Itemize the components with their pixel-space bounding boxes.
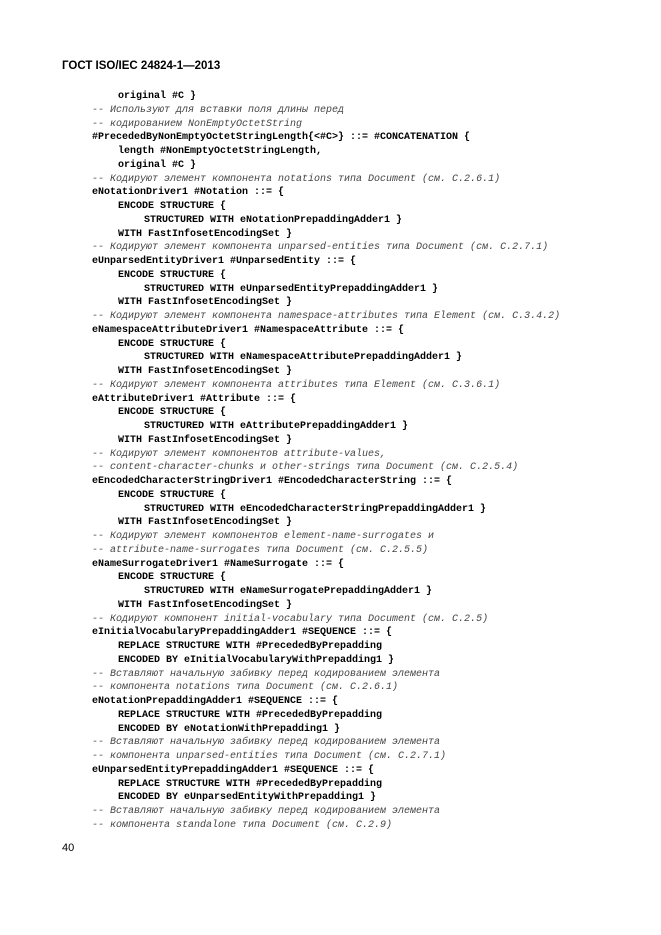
comment-line: -- Кодируют элемент компонента namespace-attributes типа Element (см. C.3.4.2) — [92, 311, 561, 322]
code-line: STRUCTURED WITH eNotationPrepaddingAdder1 } — [144, 214, 403, 226]
code-line: WITH FastInfosetEncodingSet } — [118, 228, 293, 240]
code-line: #PrecededByNonEmptyOctetStringLength{<#C>} ::= #CONCATENATION { — [92, 132, 471, 144]
comment-line: -- attribute-name-surrogates типа Document (см. C.2.5.5) — [92, 544, 429, 556]
comment-line: -- Кодируют элемент компонента attributes типа Element (см. C.3.6.1) — [92, 379, 501, 391]
comment-line: -- Кодируют компонент initial-vocabulary типа Document (см. C.2.5) — [92, 613, 489, 625]
code-line: eNotationDriver1 #Notation ::= { — [92, 187, 285, 199]
code-listing — [92, 90, 560, 833]
code-line: ENCODED BY eUnparsedEntityWithPrepadding1 } — [118, 792, 377, 804]
code-line: STRUCTURED WITH eAttributePrepaddingAdder1 } — [144, 421, 409, 432]
comment-line: -- Используют для вставки поля длины перед — [92, 104, 345, 116]
code-line: WITH FastInfosetEncodingSet } — [118, 366, 293, 377]
code-line: ENCODE STRUCTURE { — [118, 489, 227, 501]
comment-line: -- content-character-chunks и other-strings типа Document (см. C.2.5.4) — [92, 462, 519, 474]
code-line: WITH FastInfosetEncodingSet } — [118, 599, 293, 611]
code-line: STRUCTURED WITH eNamespaceAttributePrepaddingAdder1 } — [144, 352, 463, 364]
code-line: ENCODE STRUCTURE { — [118, 572, 227, 584]
code-line: original #C } — [118, 159, 197, 171]
comment-line: -- Вставляют начальную забивку перед кодированием элемента — [92, 668, 441, 680]
code-line: eNameSurrogateDriver1 #NameSurrogate ::= { — [92, 558, 345, 570]
code-line: WITH FastInfosetEncodingSet } — [118, 434, 293, 446]
code-line: ENCODE STRUCTURE { — [118, 269, 227, 281]
code-line: ENCODED BY eNotationWithPrepadding1 } — [118, 723, 341, 735]
comment-line: -- компонента unparsed-entities типа Document (см. C.2.7.1) — [92, 751, 447, 762]
code-line: WITH FastInfosetEncodingSet } — [118, 517, 293, 529]
comment-line: -- Вставляют начальную забивку перед кодированием элемента — [92, 737, 441, 749]
code-line: REPLACE STRUCTURE WITH #PrecededByPrepadding — [118, 709, 383, 721]
code-line: ENCODE STRUCTURE { — [118, 338, 227, 350]
code-line: ENCODE STRUCTURE { — [118, 201, 227, 212]
code-line: eNotationPrepaddingAdder1 #SEQUENCE ::= { — [92, 696, 339, 707]
code-line: length #NonEmptyOctetStringLength, — [118, 146, 323, 157]
code-line: REPLACE STRUCTURE WITH #PrecededByPrepadding — [118, 778, 383, 790]
comment-line: -- Кодируют элемент компонента unparsed-entities типа Document (см. C.2.7.1) — [92, 242, 549, 254]
comment-line: -- компонента standalone типа Document (см. C.2.9) — [92, 819, 393, 831]
comment-line: -- Кодируют элемент компонента notations типа Document (см. C.2.6.1) — [92, 173, 501, 185]
page-number: 40 — [62, 842, 75, 854]
code-line: eInitialVocabularyPrepaddingAdder1 #SEQUENCE ::= { — [92, 627, 393, 639]
code-line: eUnparsedEntityDriver1 #UnparsedEntity ::= { — [92, 256, 357, 267]
code-line: eAttributeDriver1 #Attribute ::= { — [92, 393, 297, 405]
code-line: STRUCTURED WITH eNameSurrogatePrepaddingAdder1 } — [144, 586, 433, 597]
code-line: STRUCTURED WITH eUnparsedEntityPrepaddingAdder1 } — [144, 283, 439, 295]
comment-line: -- Кодируют элемент компонентов attribute-values, — [92, 448, 387, 460]
code-line: ENCODED BY eInitialVocabularyWithPrepadding1 } — [118, 654, 395, 666]
code-line: eEncodedCharacterStringDriver1 #EncodedCharacterString ::= { — [92, 476, 453, 487]
comment-line: -- кодированием NonEmptyOctetString — [92, 118, 303, 130]
comment-line: -- Кодируют элемент компонентов element-name-surrogates и — [92, 531, 435, 542]
comment-line: -- Вставляют начальную забивку перед кодированием элемента — [92, 806, 441, 817]
code-line: REPLACE STRUCTURE WITH #PrecededByPrepadding — [118, 641, 383, 652]
code-line: original #C } — [118, 91, 197, 102]
code-line: STRUCTURED WITH eEncodedCharacterStringPrepaddingAdder1 } — [144, 503, 487, 515]
comment-line: -- компонента notations типа Document (см. C.2.6.1) — [92, 682, 399, 694]
code-line: eNamespaceAttributeDriver1 #NamespaceAttribute ::= { — [92, 324, 405, 336]
code-line: WITH FastInfosetEncodingSet } — [118, 297, 293, 309]
document-header: ГОСТ ISO/IEC 24824-1—2013 — [62, 60, 221, 72]
code-line: ENCODE STRUCTURE { — [118, 407, 227, 419]
code-line: eUnparsedEntityPrepaddingAdder1 #SEQUENCE ::= { — [92, 764, 375, 776]
